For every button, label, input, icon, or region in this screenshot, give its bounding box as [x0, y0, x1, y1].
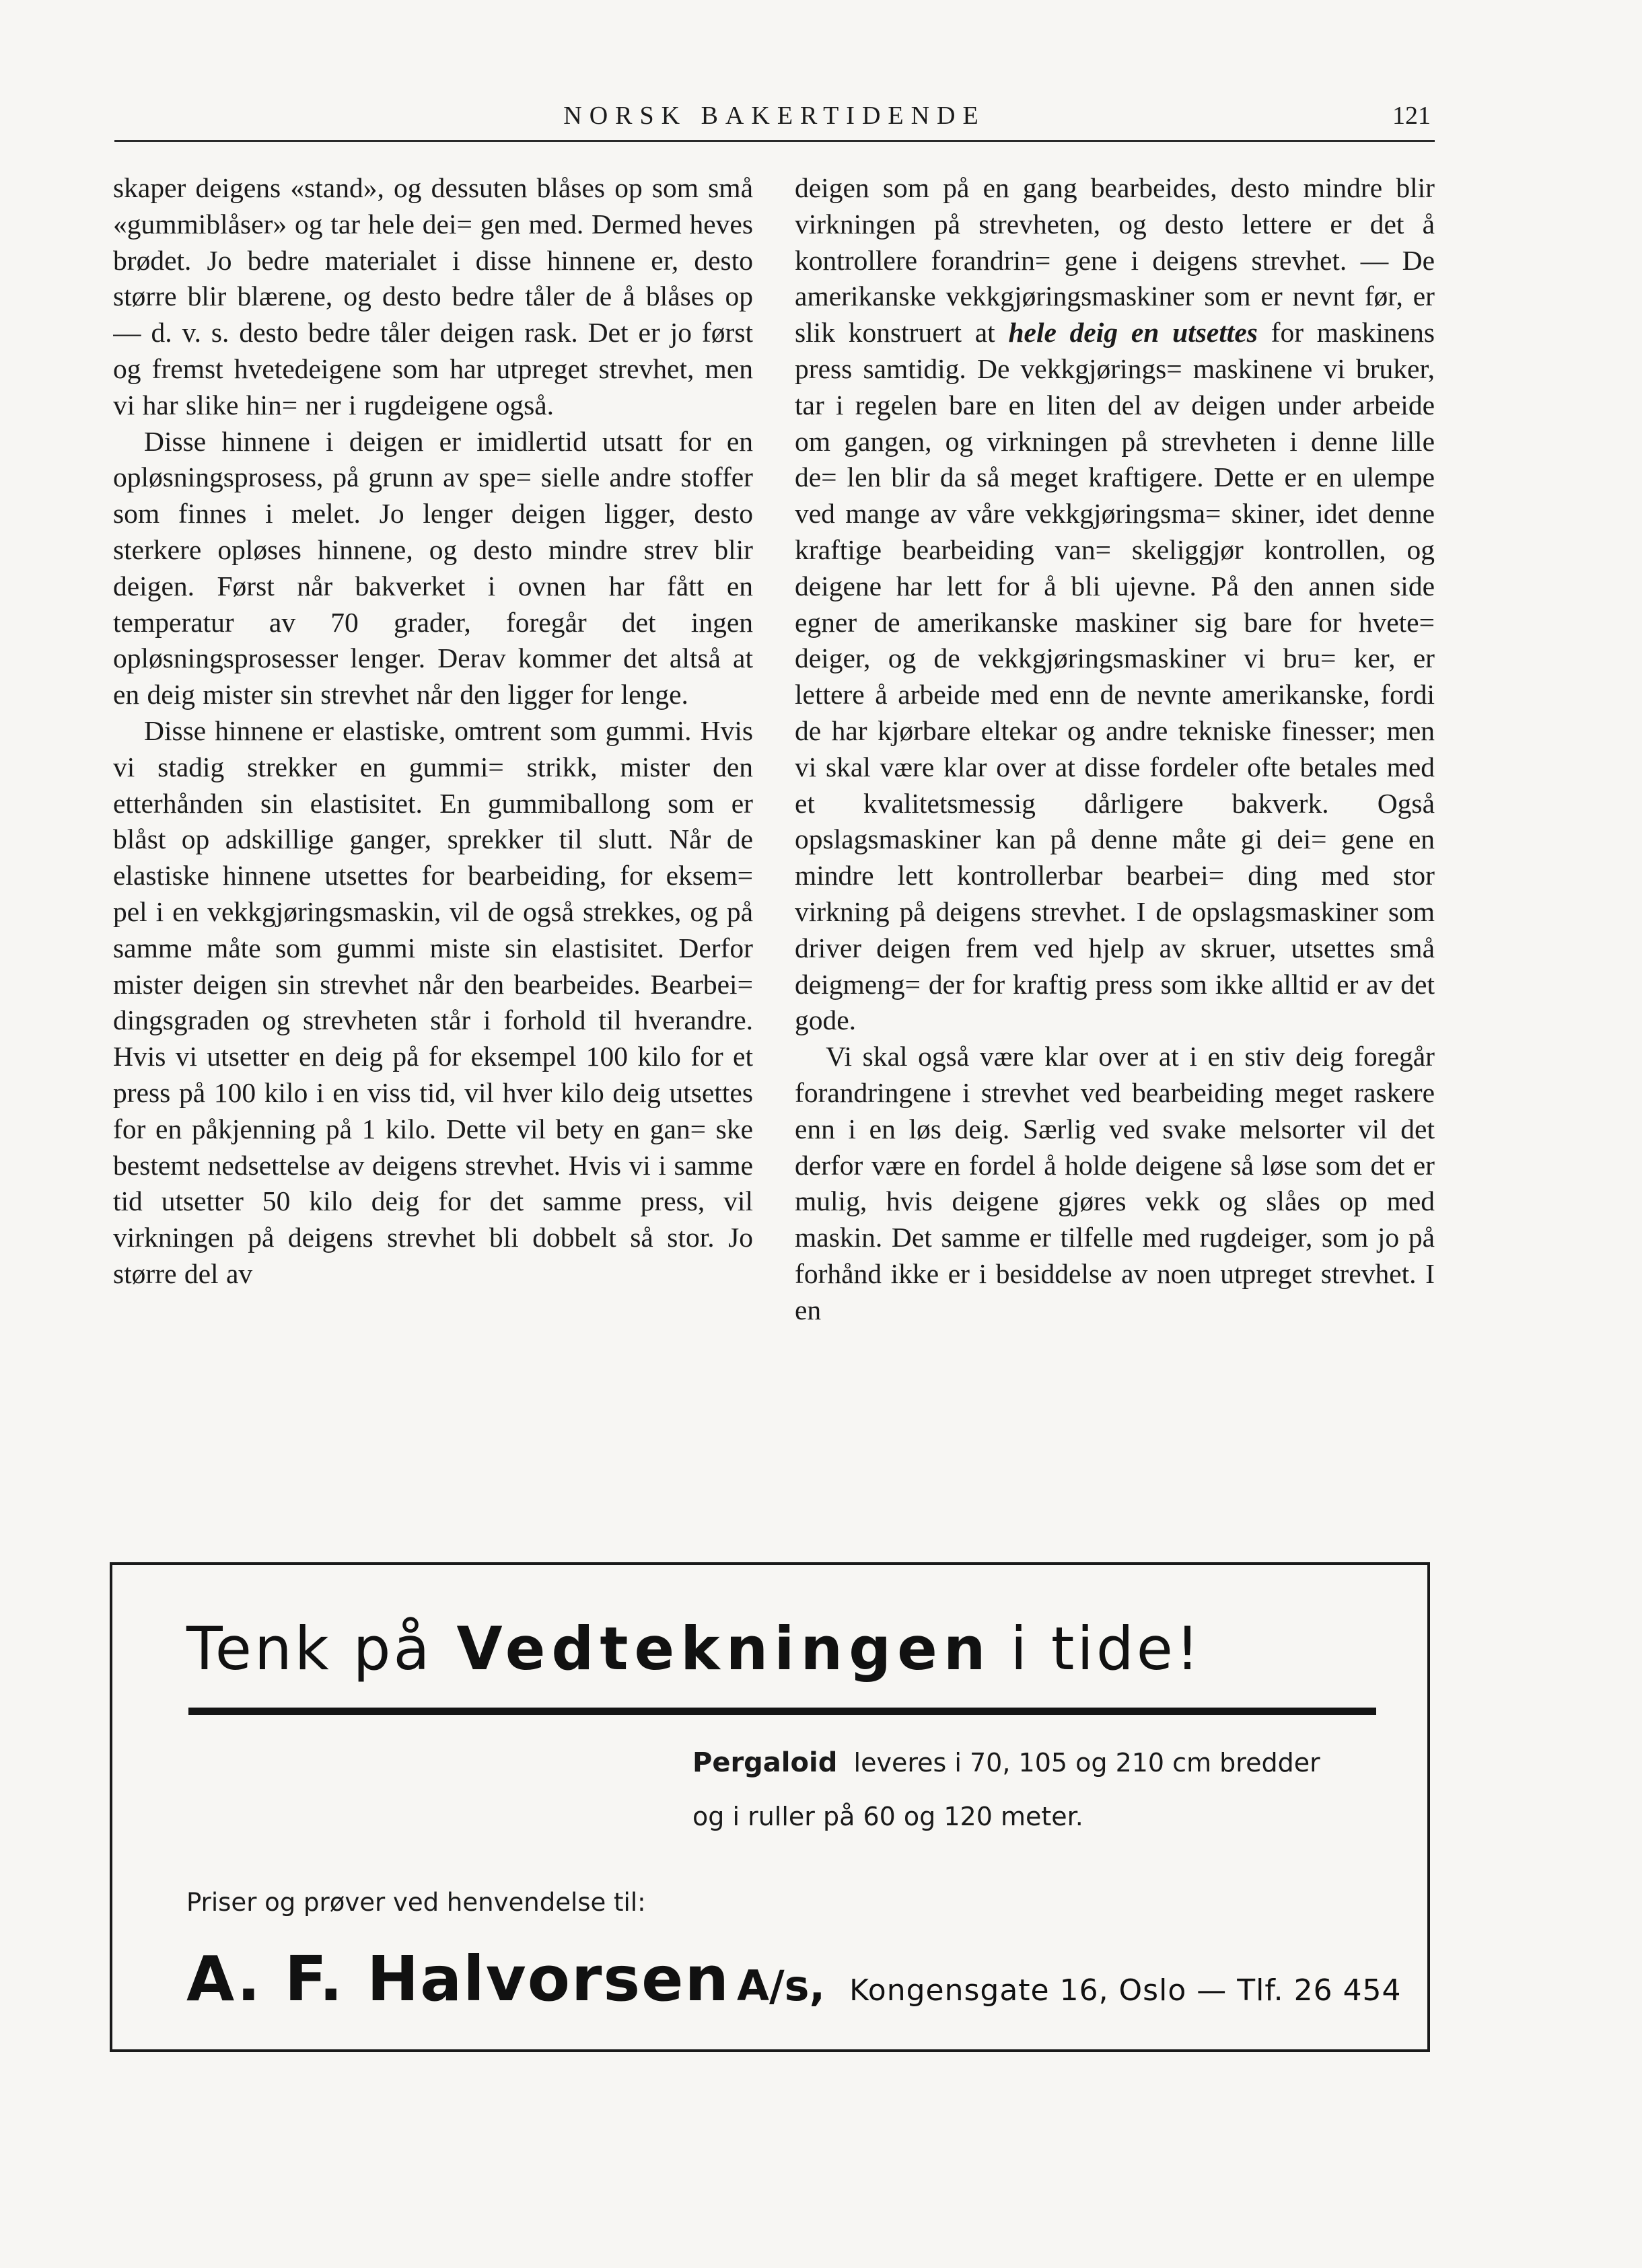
ad-company-address: Kongensgate 16, Oslo — Tlf. 26 454	[849, 1973, 1402, 2008]
page-header	[114, 100, 1435, 142]
paragraph: Disse hinnene er elastiske, omtrent som gummi. Hvis vi stadig strekker en gummi= strikk, mister den etterhånden sin elastisitet. En gummiballong som er blåst op adskillige ganger, sprekker til slutt. Når de elastiske hinnene utsettes for bearbeiding, for eksem= pel i en vekkgjøringsmaskin, vil de også strekkes, og på samme måte som gummi miste sin elastisitet. Derfor mister deigen sin strevhet når den bearbeides. Bearbei= dingsgraden og strevheten står i forhold til hverandre. Hvis vi utsetter en deig på for eksempel 100 kilo for et press på 100 kilo i en viss tid, vil hver kilo deig utsettes for en påkjenning på 1 kilo. Dette vil bety en gan= ske bestemt nedsettelse av deigens strevhet. Hvis vi i samme tid utsetter 50 kilo deig for det samme press, vil virkningen på deigens strevhet bli dobbelt så stor. Jo større del av	[113, 715, 753, 1289]
ad-headline-lead: Tenk på	[186, 1614, 433, 1683]
page-number: 121	[1392, 102, 1431, 130]
paragraph: Vi skal også være klar over at i en stiv deig foregår forandringene i strevhet ved bearbeiding meget raskere enn i en løs deig. Særlig ved svake melsorter vil det derfor være en fordel å holde deigene så løse som det er mulig, hvis deigene gjøres vekk og slåes op med maskin. Det samme er tilfelle med rugdeiger, som jo på forhånd ikke er i besiddelse av noen utpreget strevhet. I en	[795, 1041, 1435, 1325]
ad-headline	[186, 1612, 1445, 1686]
publication-title: NORSK BAKERTIDENDE	[563, 102, 986, 130]
article-body	[113, 170, 1435, 1548]
ad-headline-brand: Vedtekningen	[456, 1614, 992, 1683]
paragraph	[795, 170, 1435, 1039]
ad-product-line	[692, 1736, 1406, 1790]
ad-product-line: og i ruller på 60 og 120 meter.	[692, 1802, 1083, 1831]
ad-product-info	[692, 1736, 1406, 1843]
emphasized-text: hele deig en utsettes	[1008, 317, 1258, 349]
ad-product-detail: leveres i 70, 105 og 210 cm bredder	[853, 1748, 1320, 1778]
paragraph: Disse hinnene i deigen er imidlertid utsatt for en opløsningsprosess, på grunn av spe= sielle andre stoffer som finnes i melet. Jo lenger deigen ligger, desto sterkere opløses hinnene, og desto mindre strev blir deigen. Først når bakverket i ovnen har fått en temperatur av 70 grader, foregår det ingen opløsningsprosesser lenger. Derav kommer det altså at en deig mister sin strevhet når den ligger for lenge.	[113, 425, 753, 710]
ad-divider	[188, 1708, 1376, 1715]
right-column	[795, 170, 1435, 1548]
ad-contact-prompt: Priser og prøver ved henvendelse til:	[186, 1888, 646, 1917]
ad-company-suffix: A/s,	[737, 1961, 826, 2010]
advertisement-box	[110, 1562, 1430, 2052]
paragraph-text: for maskinens press samtidig. De vekkgjørings= maskinene vi bruker, tar i regelen bare en liten del av deigen under arbeide om gangen, og virkningen på strevheten i denne lille de= len blir da så meget kraftigere. Dette er en ulempe ved mange av våre vekkgjøringsma= skiner, idet denne kraftige bearbeiding van= skeliggjør kontrollen, og deigene har lett for å bli ujevne. På den annen side egner de amerikanske maskiner sig bare for hvete= deiger, og de vekkgjøringsmaskiner vi bru= ker, er lettere å arbeide med enn de nevnte amerikanske, fordi de har kjørbare eltekar og andre tekniske finesser; men vi skal være klar over at disse fordeler ofte betales med et kvalitetsmessig dårligere bakverk. Også opslagsmaskiner kan på denne måte gi dei= gene en mindre lett kontrollerbar bearbei= ding med stor virkning på deigens strevhet. I de opslagsmaskiner som driver deigen frem ved hjelp av skruer, utsettes små deigmeng= der for kraftig press som ikke alltid er av det gode.	[795, 317, 1435, 1036]
ad-headline-tail: i tide!	[1010, 1614, 1203, 1683]
ad-company-name: A. F. Halvorsen	[186, 1943, 731, 2015]
paragraph: skaper deigens «stand», og dessuten blåses op som små «gummiblåser» og tar hele dei= gen med. Dermed heves brødet. Jo bedre materialet i disse hinnene er, desto større blir blærene, og desto bedre tåler de å blåses op — d. v. s. desto bedre tåler deigen rask. Det er jo først og fremst hvetedeigene som har utpreget strevhet, men vi har slike hin= ner i rugdeigene også.	[113, 172, 753, 420]
ad-product-name: Pergaloid	[692, 1747, 838, 1778]
left-column	[113, 170, 753, 1548]
ad-company-line	[186, 1943, 1402, 2015]
paragraph-text: deigen som på en gang bearbeides, desto mindre blir virkningen på strevheten, og desto lettere er det å kontrollere forandrin= gene i deigens strevhet. — De amerikanske vekkgjøringsmaskiner som er nevnt før, er slik konstruert at	[795, 172, 1435, 349]
